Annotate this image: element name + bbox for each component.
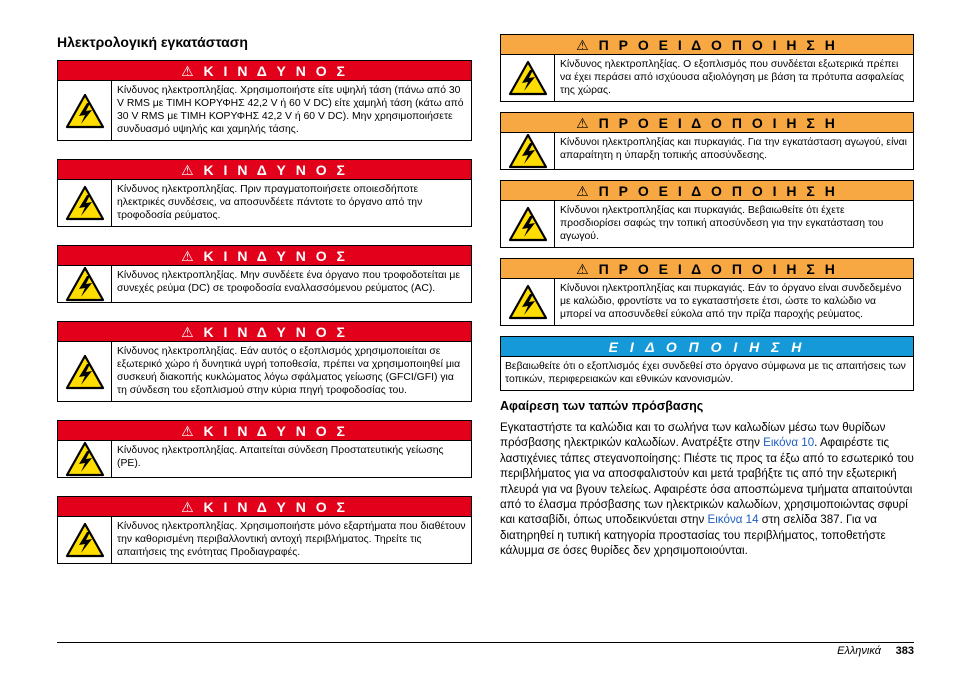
danger-text: Κίνδυνος ηλεκτροπληξίας. Πριν πραγματοποιήσετε οποιεσδήποτε ηλεκτρικές συνδέσεις, να αποσυνδέετε πάντοτε το όργανο από την τροφοδοσία ρεύματος. [117, 184, 423, 221]
warning-header: ⚠ Π Ρ Ο Ε Ι Δ Ο Π Ο Ι Η Σ Η [501, 181, 913, 201]
electrical-hazard-icon [508, 206, 548, 242]
warning-header: ⚠ Π Ρ Ο Ε Ι Δ Ο Π Ο Ι Η Σ Η [501, 113, 913, 133]
danger-header: ⚠ Κ Ι Ν Δ Υ Ν Ο Σ [58, 246, 471, 266]
page-number: 383 [895, 645, 914, 657]
danger-box [57, 60, 472, 141]
danger-text: Κίνδυνος ηλεκτροπληξίας. Απαιτείται σύνδεση Προστατευτικής γείωσης (PE). [117, 445, 444, 469]
danger-header: ⚠ Κ Ι Ν Δ Υ Ν Ο Σ [58, 322, 471, 342]
paragraph-text: Εγκαταστήστε τα καλώδια και το σωλήνα των καλωδίων μέσω των θυρίδων πρόσβασης ηλεκτρικών καλωδίων. Ανατρέξτε στην [500, 421, 886, 450]
warning-text: Κίνδυνος ηλεκτροπληξίας. Ο εξοπλισμός που συνδέεται εξωτερικά πρέπει να έχει περάσει από ισχύουσα αξιολόγηση με βάση τα πρότυπα ασφαλείας της χώρας. [560, 59, 904, 96]
danger-text: Κίνδυνος ηλεκτροπληξίας. Χρησιμοποιήστε είτε υψηλή τάση (πάνω από 30 V RMS με ΤΙΜΗ ΚΟΡΥΦΗΣ 42,2 V ή 60 V DC) είτε χαμηλή τάση (κάτω από 30 V RMS με ΤΙΜΗ ΚΟΡΥΦΗΣ 42,2 V ή 60 V DC). Μην χρησιμοποιήσετε συνδυασμό υψηλής και χαμηλής τάσης. [117, 85, 464, 135]
danger-text: Κίνδυνος ηλεκτροπληξίας. Μην συνδέετε ένα όργανο που τροφοδοτείται με συνεχές ρεύμα (DC) σε τροφοδοσία εναλλασσόμενου ρεύματος (AC). [117, 270, 460, 294]
electrical-hazard-icon [65, 441, 105, 477]
electrical-hazard-icon [508, 60, 548, 96]
paragraph-text: . Αφαιρέστε τις λαστιχένιες τάπες στεγανοποίησης: Πιέστε τις προς τα έξω από το εσωτερικό του περιβλήματος για να αποσφαλιστούν και μετά τραβήξτε τις από την εξωτερική πλευρά για να βγουν τελείως. Αφαιρέστε όσα αποσπώμενα τμήματα απαιτούνται από το έλασμα πρόσβασης των ηλεκτρικών καλωδίων, χρησιμοποιώντας σφυρί και κατσαβίδι, όπως υποδεικνύεται στην [500, 436, 914, 527]
electrical-hazard-icon [65, 354, 105, 390]
warning-box [500, 258, 914, 326]
danger-box [57, 420, 472, 478]
danger-box [57, 496, 472, 564]
warning-box [500, 180, 914, 248]
warning-header: ⚠ Π Ρ Ο Ε Ι Δ Ο Π Ο Ι Η Σ Η [501, 35, 913, 55]
electrical-hazard-icon [65, 185, 105, 221]
danger-box [57, 159, 472, 227]
danger-header: ⚠ Κ Ι Ν Δ Υ Ν Ο Σ [58, 160, 471, 180]
body-paragraph [500, 420, 914, 559]
figure-10-link[interactable]: Εικόνα 10 [763, 436, 815, 450]
danger-box [57, 321, 472, 402]
danger-text: Κίνδυνος ηλεκτροπληξίας. Χρησιμοποιήστε μόνο εξαρτήματα που διαθέτουν την καθορισμένη περιβαλλοντική αντοχή περιβλήματος. Τηρείτε τις απαιτήσεις της ενότητας Προδιαγραφές. [117, 521, 466, 558]
figure-14-link[interactable]: Εικόνα 14 [707, 513, 759, 527]
electrical-hazard-icon [65, 266, 105, 302]
subsection-title: Αφαίρεση των ταπών πρόσβασης [500, 399, 704, 413]
electrical-hazard-icon [508, 133, 548, 169]
danger-header: ⚠ Κ Ι Ν Δ Υ Ν Ο Σ [58, 497, 471, 517]
warning-text: Κίνδυνοι ηλεκτροπληξίας και πυρκαγιάς. Για την εγκατάσταση αγωγού, είναι απαραίτητη η ύπαρξη τοπικής αποσύνδεσης. [560, 137, 907, 161]
danger-header: ⚠ Κ Ι Ν Δ Υ Ν Ο Σ [58, 421, 471, 441]
notice-box [500, 336, 914, 391]
danger-text: Κίνδυνος ηλεκτροπληξίας. Εάν αυτός ο εξοπλισμός χρησιμοποιείται σε εξωτερικό χώρο ή δυνητικά υγρή τοποθεσία, πρέπει να χρησιμοποιηθεί μια συσκευή διακοπής κυκλώματος λόγω σφάλματος γείωσης (GFCI/GFI) για τη σύνδεση του εξοπλισμού στην κύρια πηγή τροφοδοσίας του. [117, 346, 461, 396]
danger-box [57, 245, 472, 303]
left-column [57, 34, 472, 582]
notice-text: Βεβαιωθείτε ότι ο εξοπλισμός έχει συνδεθεί στο όργανο σύμφωνα με τις απαιτήσεις των τοπικών, περιφερειακών και εθνικών κανονισμών. [505, 361, 906, 385]
notice-header: Ε Ι Δ Ο Π Ο Ι Η Σ Η [501, 337, 913, 357]
warning-box [500, 112, 914, 170]
warning-box [500, 34, 914, 102]
right-column [500, 34, 914, 559]
electrical-hazard-icon [65, 93, 105, 129]
footer-divider [57, 642, 914, 643]
warning-header: ⚠ Π Ρ Ο Ε Ι Δ Ο Π Ο Ι Η Σ Η [501, 259, 913, 279]
paragraph-text: στη σελίδα 387. Για να διατηρηθεί η τυπική κατηγορία προστασίας του περιβλήματος, τοποθετήστε κάλυμμα σε όσες θυρίδες δεν χρησιμοποιούνται. [500, 513, 886, 558]
electrical-hazard-icon [65, 522, 105, 558]
footer-language: Ελληνικά [837, 645, 881, 657]
warning-text: Κίνδυνοι ηλεκτροπληξίας και πυρκαγιάς. Βεβαιωθείτε ότι έχετε προσδιορίσει σαφώς την τοπική αποσύνδεση για την εγκατάσταση του αγωγού. [560, 205, 884, 242]
section-title: Ηλεκτρολογική εγκατάσταση [57, 34, 248, 50]
warning-text: Κίνδυνοι ηλεκτροπληξίας και πυρκαγιάς. Εάν το όργανο είναι συνδεδεμένο με καλώδιο, φροντίστε να το εγκαταστήσετε έτσι, ώστε το καλώδιο να μπορεί να αποσυνδεθεί εύκολα από την πρίζα παροχής ρεύματος. [560, 283, 902, 320]
danger-header: ⚠ Κ Ι Ν Δ Υ Ν Ο Σ [58, 61, 471, 81]
electrical-hazard-icon [508, 284, 548, 320]
